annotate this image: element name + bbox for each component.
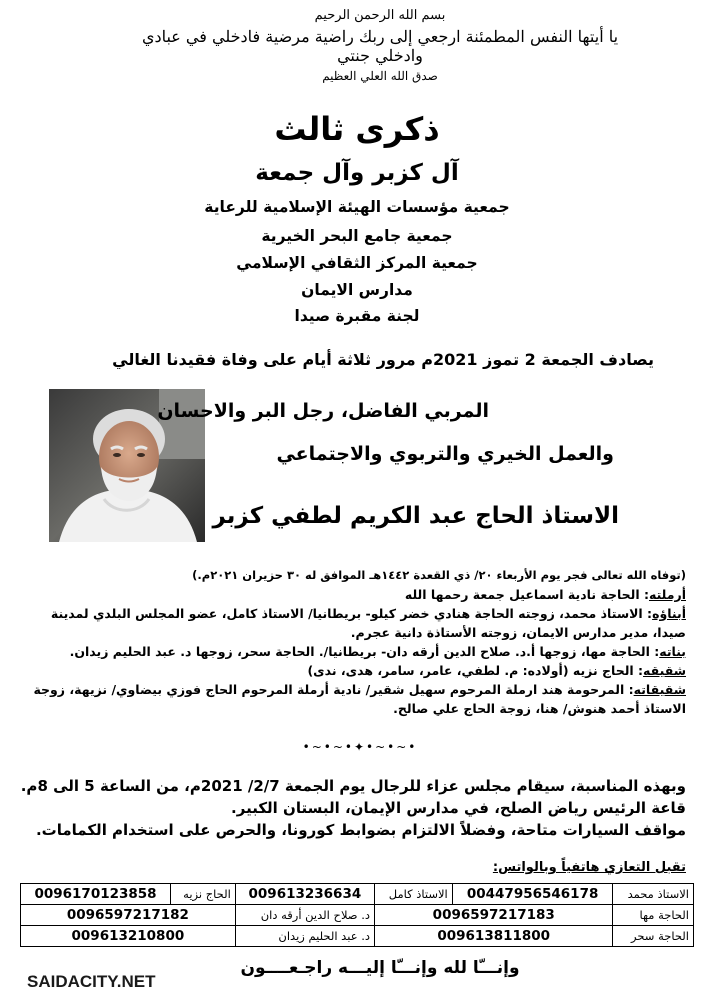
- organization-5: لجنة مقبرة صيدا: [294, 307, 420, 325]
- organization-4: مدارس الايمان: [301, 281, 413, 299]
- site-watermark: SAIDACITY.NET: [27, 972, 156, 991]
- relative-text: : المرحومة هند ارملة المرحوم سهيل شقير/ نادية أرملة المرحوم الحاج فوزي بيضاوي/ نزيهة، زوجة الاستاذ أحمد هنوش/ هنا، زوجة الحاج علي صالح.: [33, 682, 686, 716]
- description-line-2: والعمل الخيري والتربوي والاجتماعي: [276, 443, 614, 465]
- phone-number: 0096170123858: [21, 884, 171, 905]
- condolence-title: تقبل التعازي هاتفياً وبالواتس:: [492, 860, 686, 875]
- phone-number: 009613236634: [235, 884, 374, 905]
- contact-name: الاستاذ محمد: [613, 884, 694, 905]
- phone-number: 009613210800: [21, 926, 236, 947]
- relatives-list: [16, 585, 686, 718]
- ornament-divider: •~•~•✦•~•~•: [302, 740, 418, 754]
- table-row: [21, 884, 694, 905]
- description-line-1: المربي الفاضل، رجل البر والاحسان: [157, 400, 489, 422]
- basmala: بسم الله الرحمن الرحيم: [314, 8, 446, 23]
- relative-widow: [16, 585, 686, 604]
- relative-daughters: [16, 642, 686, 661]
- phone-number: 00447956546178: [452, 884, 613, 905]
- relative-brother: [16, 661, 686, 680]
- closing-phrase: وإنـــّا لله وإنـــّا إليـــه راجـعــــون: [240, 958, 520, 978]
- phone-number: 0096597217183: [375, 905, 613, 926]
- contact-name: الحاجة مها: [613, 905, 694, 926]
- anniversary-line: يصادف الجمعة 2 تموز 2021م مرور ثلاثة أيام على وفاة فقيدنا الغالي: [112, 350, 654, 369]
- contact-name: الحاج نزيه: [171, 884, 236, 905]
- contact-name: الحاجة سحر: [613, 926, 694, 947]
- relative-text: : الحاجة مها، زوجها أ.د. صلاح الدين أرقه دان- بريطانيا/. الحاجة سحر، زوجها د. عبد الحليم زيدان.: [69, 644, 660, 659]
- contact-name: الاستاذ كامل: [375, 884, 453, 905]
- relative-label: أبناؤه: [652, 606, 686, 621]
- table-row: [21, 905, 694, 926]
- relative-label: شقيقاته: [633, 682, 686, 697]
- relative-text: : الاستاذ محمد، زوجته الحاجة هنادي خضر كيلو- بريطانيا/ الاستاذ كامل، عضو المجلس البلدي لمدينة صيدا، مدير مدارس الايمان، زوجته الأستاذة دانية عجرم.: [50, 606, 686, 640]
- relative-text: : الحاجة نادية اسماعيل جمعة رحمها الله: [404, 587, 649, 602]
- organization-3: جمعية المركز الثقافي الإسلامي: [236, 254, 478, 272]
- organization-1: جمعية مؤسسات الهيئة الإسلامية للرعاية: [204, 198, 510, 216]
- funeral-line-1: وبهذه المناسبة، سيقام مجلس عزاء للرجال يوم الجمعة 2/7/ 2021م، من الساعة 5 الى 8م.: [20, 777, 686, 795]
- relative-sons: [16, 604, 686, 642]
- relative-label: أرملته: [648, 587, 686, 602]
- relative-sisters: [16, 680, 686, 718]
- relative-text: : الحاج نزيه (أولاده: م. لطفي، عامر، سامر، هدى، ندى): [307, 663, 644, 678]
- funeral-details: [16, 775, 686, 841]
- phone-number: 009613811800: [375, 926, 613, 947]
- funeral-line-3: مواقف السيارات متاحة، وفضلاً الالتزام بضوابط كورونا، والحرص على استخدام الكمامات.: [35, 821, 686, 839]
- contact-name: د. صلاح الدين أرقه دان: [235, 905, 374, 926]
- phone-table: [20, 883, 694, 947]
- page-title: ذكرى ثالث: [274, 110, 440, 148]
- families-heading: آل كزبر وآل جمعة: [255, 160, 459, 186]
- relative-label: شقيقه: [643, 663, 686, 678]
- contact-name: د. عبد الحليم زيدان: [235, 926, 374, 947]
- funeral-line-2: قاعة الرئيس رياض الصلح، في مدارس الإيمان، البستان الكبير.: [231, 799, 686, 817]
- sadaqa-line: صدق الله العلي العظيم: [322, 69, 438, 83]
- quran-verse: يا أيتها النفس المطمئنة ارجعي إلى ربك راضية مرضية فادخلي في عبادي وادخلي جنتي: [141, 27, 619, 65]
- death-date-note: (توفاه الله تعالى فجر يوم الأربعاء ٢٠/ ذي القعدة ١٤٤٢هـ الموافق له ٣٠ حزيران ٢٠٢١م.): [192, 568, 686, 582]
- quran-verse-header: [120, 8, 640, 83]
- organization-2: جمعية جامع البحر الخيرية: [261, 227, 453, 245]
- table-row: [21, 926, 694, 947]
- phone-number: 0096597217182: [21, 905, 236, 926]
- relative-label: بناته: [659, 644, 686, 659]
- deceased-name: الاستاذ الحاج عبد الكريم لطفي كزبر: [212, 503, 619, 529]
